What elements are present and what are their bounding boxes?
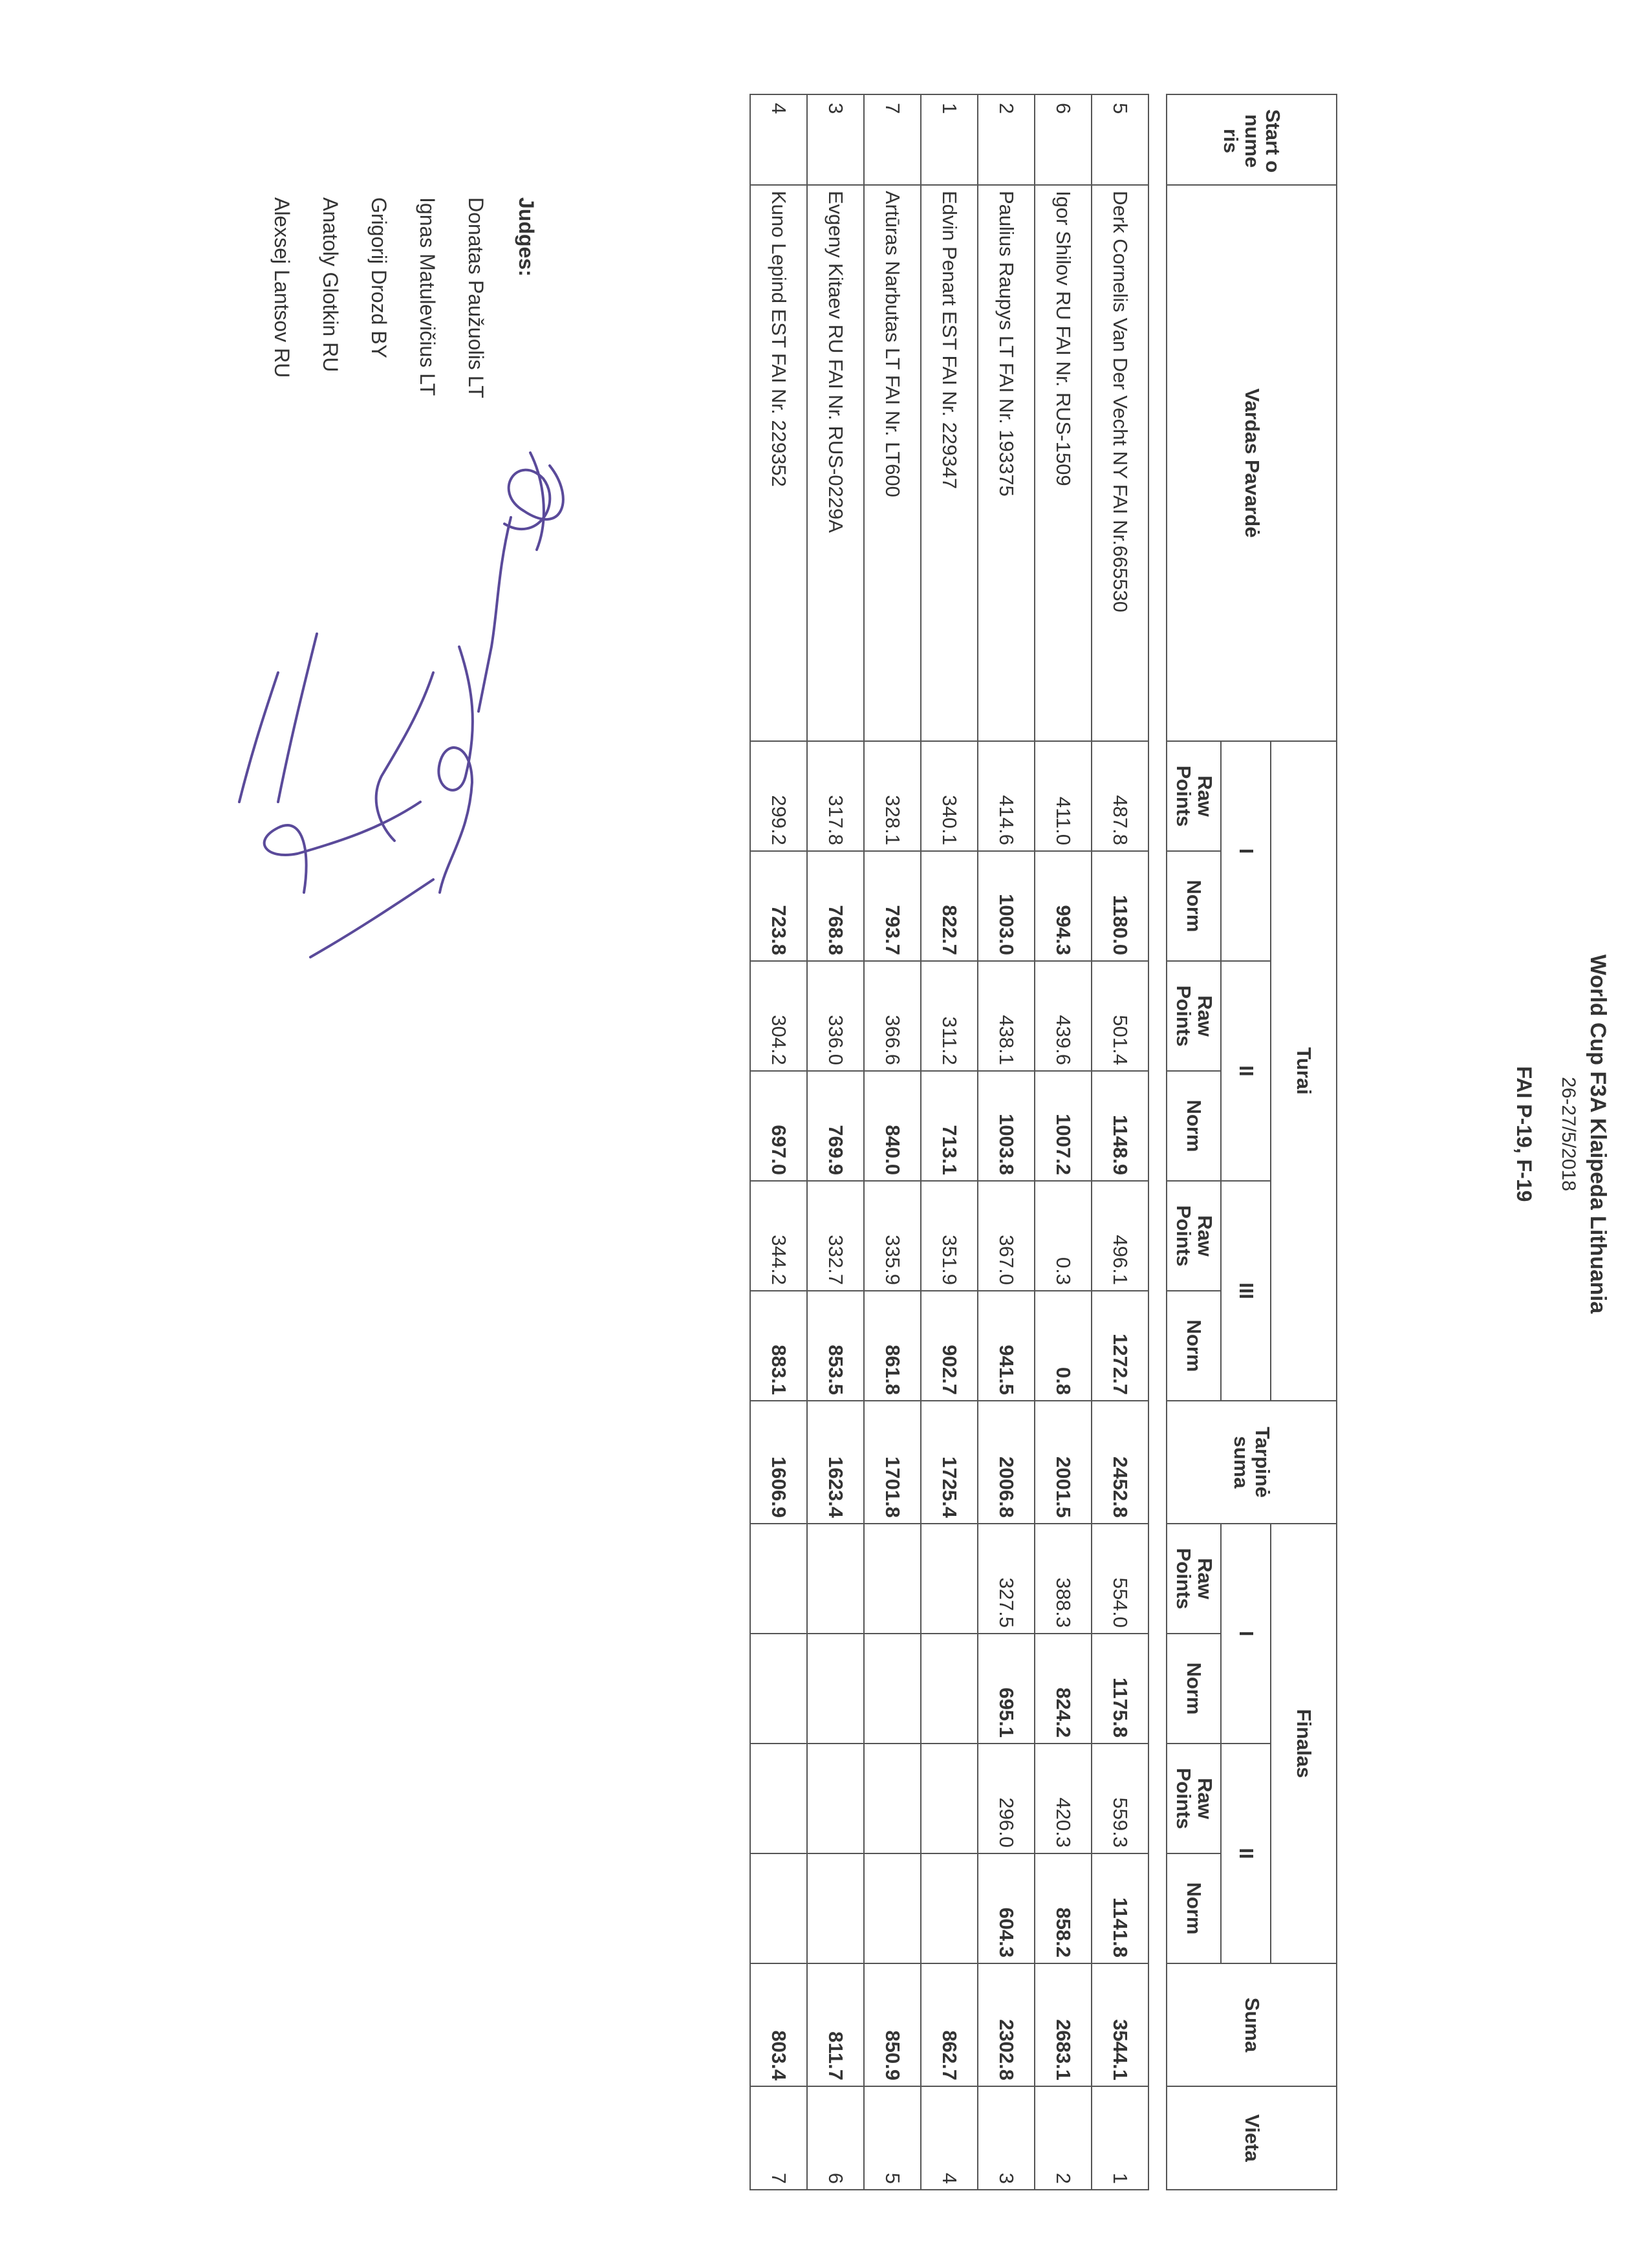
table-row: [1092, 94, 1148, 2190]
raw-points-cell: 317.8: [807, 741, 864, 851]
norm-cell: [807, 1634, 864, 1744]
norm-cell: 1007.2: [1035, 1071, 1092, 1181]
norm-cell: 695.1: [978, 1634, 1035, 1744]
start-number: 7: [864, 94, 921, 185]
raw-points-cell: 327.5: [978, 1524, 1035, 1634]
norm-cell: 840.0: [864, 1071, 921, 1181]
raw-points-cell: [864, 1744, 921, 1853]
start-number: 6: [1035, 94, 1092, 185]
norm-cell: 0.8: [1035, 1291, 1092, 1401]
raw-points-header: Raw Points: [1167, 1524, 1221, 1634]
start-number: 1: [921, 94, 978, 185]
total-cell: 862.7: [921, 1963, 978, 2086]
raw-points-cell: 554.0: [1092, 1524, 1148, 1634]
raw-points-cell: 299.2: [750, 741, 807, 851]
signature-stroke: [310, 880, 433, 957]
norm-header: Norm: [1167, 1291, 1221, 1401]
turai-round-2-header: II: [1221, 961, 1271, 1181]
raw-points-cell: 351.9: [921, 1181, 978, 1291]
subtotal-cell: 1623.4: [807, 1401, 864, 1524]
judge-name: Grigorij Drozd BY: [367, 197, 391, 358]
place-cell: 5: [864, 2086, 921, 2190]
start-number: 2: [978, 94, 1035, 185]
raw-points-cell: 0.3: [1035, 1181, 1092, 1291]
raw-points-cell: 501.4: [1092, 961, 1148, 1071]
turai-round-1-header: I: [1221, 741, 1271, 961]
norm-cell: 1175.8: [1092, 1634, 1148, 1744]
table-row: [864, 94, 921, 2190]
norm-cell: [864, 1634, 921, 1744]
place-header: Vieta: [1167, 2086, 1337, 2190]
norm-cell: 824.2: [1035, 1634, 1092, 1744]
competition-class: FAI P-19, F-19: [1513, 1066, 1536, 1202]
raw-points-cell: 304.2: [750, 961, 807, 1071]
judges-heading: Judges:: [515, 197, 538, 277]
raw-points-cell: [921, 1524, 978, 1634]
signature-stroke: [264, 802, 420, 892]
judge-name: Donatas Paužuolis LT: [464, 197, 488, 398]
raw-points-cell: 438.1: [978, 961, 1035, 1071]
norm-cell: 858.2: [1035, 1853, 1092, 1963]
norm-cell: 723.8: [750, 851, 807, 961]
raw-points-cell: 559.3: [1092, 1744, 1148, 1853]
norm-cell: 1148.9: [1092, 1071, 1148, 1181]
final-round-1-header: I: [1221, 1524, 1271, 1744]
raw-points-cell: 439.6: [1035, 961, 1092, 1071]
subtotal-cell: 2452.8: [1092, 1401, 1148, 1524]
place-cell: 3: [978, 2086, 1035, 2190]
raw-points-cell: 311.2: [921, 961, 978, 1071]
name-header: Vardas Pavardė: [1167, 185, 1337, 741]
competitor-name: Edvin Penart EST FAI Nr. 229347: [921, 185, 978, 741]
norm-cell: [750, 1853, 807, 1963]
norm-cell: 713.1: [921, 1071, 978, 1181]
judge-name: Alexsej Lantsov RU: [270, 197, 294, 378]
norm-cell: [921, 1634, 978, 1744]
raw-points-cell: 296.0: [978, 1744, 1035, 1853]
raw-points-header: Raw Points: [1167, 1744, 1221, 1853]
raw-points-cell: [864, 1524, 921, 1634]
raw-points-cell: [750, 1524, 807, 1634]
competitor-name: Artūras Narbutas LT FAI Nr. LT600: [864, 185, 921, 741]
judges-signatures: [6, 440, 588, 1035]
table-row: [807, 94, 864, 2190]
norm-cell: 1003.0: [978, 851, 1035, 961]
raw-points-cell: [921, 1744, 978, 1853]
raw-points-cell: 335.9: [864, 1181, 921, 1291]
raw-points-header: Raw Points: [1167, 961, 1221, 1071]
norm-cell: 769.9: [807, 1071, 864, 1181]
subtotal-cell: 1606.9: [750, 1401, 807, 1524]
start-number: 3: [807, 94, 864, 185]
raw-points-cell: [750, 1744, 807, 1853]
document-title: World Cup F3A Klaipeda Lithuania: [1586, 954, 1610, 1314]
total-cell: 3544.1: [1092, 1963, 1148, 2086]
competitor-name: Derk Cornelis Van Der Vecht NY FAI Nr.665530: [1092, 185, 1148, 741]
raw-points-cell: [807, 1744, 864, 1853]
signature-stroke: [530, 453, 544, 550]
subtotal-cell: 2001.5: [1035, 1401, 1092, 1524]
subtotal-header: Tarpinė suma: [1167, 1401, 1337, 1524]
place-cell: 4: [921, 2086, 978, 2190]
raw-points-cell: 420.3: [1035, 1744, 1092, 1853]
norm-cell: 604.3: [978, 1853, 1035, 1963]
raw-points-cell: 366.6: [864, 961, 921, 1071]
norm-cell: 697.0: [750, 1071, 807, 1181]
subtotal-cell: 2006.8: [978, 1401, 1035, 1524]
total-cell: 811.7: [807, 1963, 864, 2086]
signature-stroke: [438, 647, 472, 892]
final-round-2-header: II: [1221, 1744, 1271, 1963]
norm-cell: 1141.8: [1092, 1853, 1148, 1963]
signature-stroke: [504, 466, 563, 529]
norm-cell: [750, 1634, 807, 1744]
raw-points-cell: 487.8: [1092, 741, 1148, 851]
header-gap-row: [1148, 94, 1167, 2190]
start-number: 5: [1092, 94, 1148, 185]
norm-header: Norm: [1167, 1071, 1221, 1181]
place-cell: 1: [1092, 2086, 1148, 2190]
raw-points-cell: 328.1: [864, 741, 921, 851]
raw-points-cell: 340.1: [921, 741, 978, 851]
total-cell: 2683.1: [1035, 1963, 1092, 2086]
norm-cell: 883.1: [750, 1291, 807, 1401]
norm-cell: 853.5: [807, 1291, 864, 1401]
norm-cell: 768.8: [807, 851, 864, 961]
table-row: [750, 94, 807, 2190]
signature-stroke: [239, 673, 278, 802]
turai-round-3-header: III: [1221, 1181, 1271, 1401]
norm-cell: 861.8: [864, 1291, 921, 1401]
results-table: [749, 94, 1337, 2190]
norm-cell: 1272.7: [1092, 1291, 1148, 1401]
raw-points-cell: 496.1: [1092, 1181, 1148, 1291]
place-cell: 6: [807, 2086, 864, 2190]
norm-cell: 994.3: [1035, 851, 1092, 961]
raw-points-cell: 332.7: [807, 1181, 864, 1291]
raw-points-cell: 336.0: [807, 961, 864, 1071]
competitor-name: Evgeny Kitaev RU FAI Nr. RUS-0229A: [807, 185, 864, 741]
subtotal-cell: 1725.4: [921, 1401, 978, 1524]
place-cell: 7: [750, 2086, 807, 2190]
total-header: Suma: [1167, 1963, 1337, 2086]
norm-cell: 941.5: [978, 1291, 1035, 1401]
start-number-header: Start o nume ris: [1167, 94, 1337, 185]
subtotal-cell: 1701.8: [864, 1401, 921, 1524]
total-cell: 803.4: [750, 1963, 807, 2086]
raw-points-cell: [807, 1524, 864, 1634]
signature-stroke: [479, 517, 511, 711]
norm-header: Norm: [1167, 851, 1221, 961]
table-row: [978, 94, 1035, 2190]
place-cell: 2: [1035, 2086, 1092, 2190]
signature-stroke: [278, 634, 317, 802]
judge-name: Ignas Matulevičius LT: [416, 197, 439, 396]
raw-points-cell: 344.2: [750, 1181, 807, 1291]
judge-name: Anatoly Glotkin RU: [319, 197, 342, 373]
norm-cell: 793.7: [864, 851, 921, 961]
finalas-header: Finalas: [1271, 1524, 1337, 1963]
raw-points-cell: 411.0: [1035, 741, 1092, 851]
raw-points-cell: 367.0: [978, 1181, 1035, 1291]
norm-cell: [864, 1853, 921, 1963]
start-number: 4: [750, 94, 807, 185]
raw-points-header: Raw Points: [1167, 1181, 1221, 1291]
norm-cell: 822.7: [921, 851, 978, 961]
norm-cell: 902.7: [921, 1291, 978, 1401]
competitor-name: Paulius Raupys LT FAI Nr. 193375: [978, 185, 1035, 741]
total-cell: 2302.8: [978, 1963, 1035, 2086]
norm-header: Norm: [1167, 1853, 1221, 1963]
total-cell: 850.9: [864, 1963, 921, 2086]
turai-header: Turai: [1271, 741, 1337, 1401]
norm-cell: [921, 1853, 978, 1963]
table-row: [921, 94, 978, 2190]
event-dates: 26-27/5/2018: [1558, 1077, 1579, 1191]
raw-points-cell: 388.3: [1035, 1524, 1092, 1634]
norm-cell: 1003.8: [978, 1071, 1035, 1181]
norm-cell: 1180.0: [1092, 851, 1148, 961]
signature-stroke: [376, 673, 433, 841]
norm-cell: [807, 1853, 864, 1963]
competitor-name: Kuno Lepind EST FAI Nr. 229352: [750, 185, 807, 741]
table-row: [1035, 94, 1092, 2190]
norm-header: Norm: [1167, 1634, 1221, 1744]
raw-points-cell: 414.6: [978, 741, 1035, 851]
competitor-name: Igor Shilov RU FAI Nr. RUS-1509: [1035, 185, 1092, 741]
raw-points-header: Raw Points: [1167, 741, 1221, 851]
